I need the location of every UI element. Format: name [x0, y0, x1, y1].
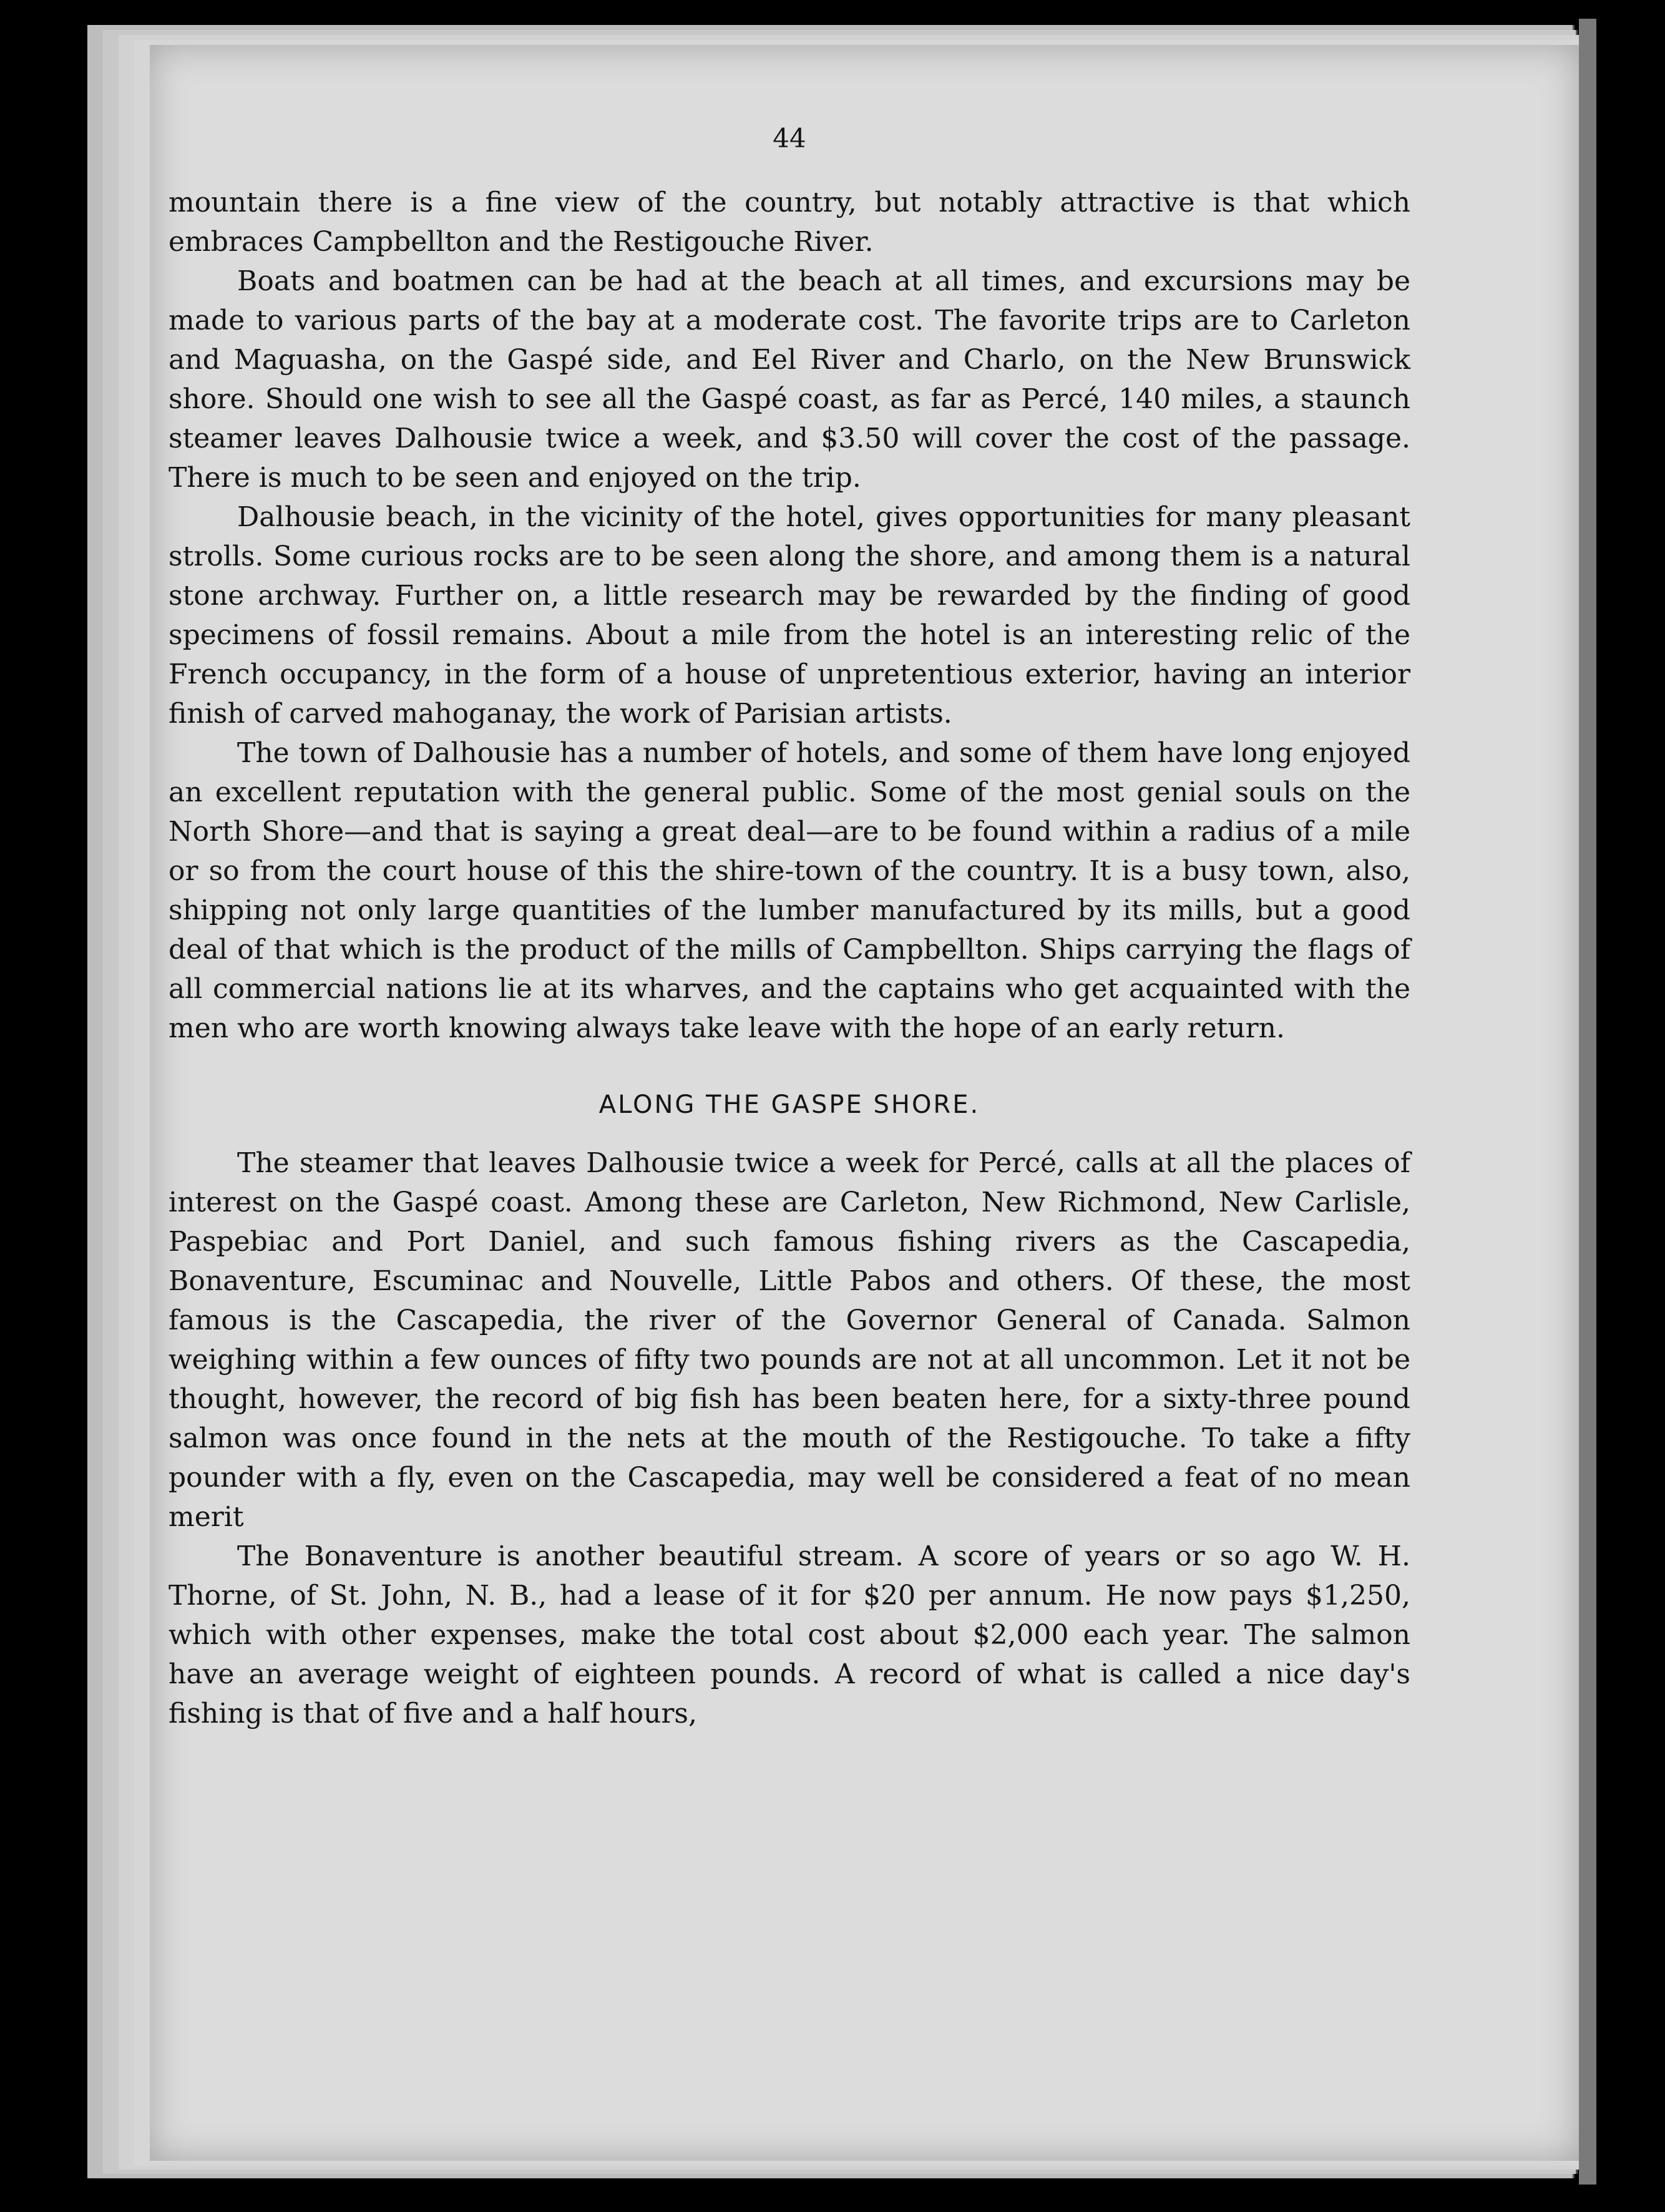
page-number: 44 [773, 123, 806, 154]
paragraph: The Bonaventure is another beautiful stream. A score of years or so ago W. H. Thorne, of St. John, N. B., had a lease of it for $20 per annum. He now pays $1,250, which with other expenses, make the total cost about $2,000 each year. The salmon have an average weight of eighteen pounds. A record of what is called a nice day's fishing is that of five and a half hours, [168, 1540, 1410, 1730]
paragraph: mountain there is a fine view of the country, but notably attractive is that which embraces Campbellton and the Restigouche River. [168, 187, 1410, 258]
binding-shadow [1579, 19, 1596, 2185]
section-heading: ALONG THE GASPE SHORE. [598, 1090, 980, 1119]
paragraph: The town of Dalhousie has a number of hotels, and some of them have long enjoyed an excellent reputation with the general public. Some of the most genial souls on the North Shore—and that is saying a great deal—are to be found within a radius of a mile or so from the court house of this the shire-town of the country. It is a busy town, also, shipping not only large quantities of the lumber manufactured by its mills, but a good deal of that which is the product of the mills of Campbellton. Ships carrying the flags of all commercial nations lie at its wharves, and the captains who get acquainted with the men who are worth knowing always take leave with the hope of an early return. [168, 737, 1410, 1044]
paragraph: Boats and boatmen can be had at the beach at all times, and excursions may be made to various parts of the bay at a moderate cost. The favorite trips are to Carleton and Maguasha, on the Gaspé side, and Eel River and Charlo, on the New Brunswick shore. Should one wish to see all the Gaspé coast, as far as Percé, 140 miles, a staunch steamer leaves Dalhousie twice a week, and $3.50 will cover the cost of the passage. There is much to be seen and enjoyed on the trip. [168, 265, 1410, 494]
paragraph: The steamer that leaves Dalhousie twice a week for Percé, calls at all the places of interest on the Gaspé coast. Among these are Carleton, New Richmond, New Carlisle, Paspebiac and Port Daniel, and such famous fishing rivers as the Cascapedia, Bonaventure, Escuminac and Nouvelle, Little Pabos and others. Of these, the most famous is the Cascapedia, the river of the Governor General of Canada. Salmon weighing within a few ounces of fifty two pounds are not at all uncommon. Let it not be thought, however, the record of big fish has been beaten here, for a sixty-three pound salmon was once found in the nets at the mouth of the Restigouche. To take a fifty pounder with a fly, even on the Cascapedia, may well be considered a feat of no mean merit [168, 1147, 1410, 1533]
paragraph: Dalhousie beach, in the vicinity of the hotel, gives opportunities for many pleasant strolls. Some curious rocks are to be seen along the shore, and among them is a natural stone archway. Further on, a little research may be rewarded by the finding of good specimens of fossil remains. About a mile from the hotel is an interesting relic of the French occupancy, in the form of a house of unpretentious exterior, having an interior finish of carved mahoganay, the work of Parisian artists. [168, 501, 1410, 730]
page-text [168, 119, 1410, 1733]
